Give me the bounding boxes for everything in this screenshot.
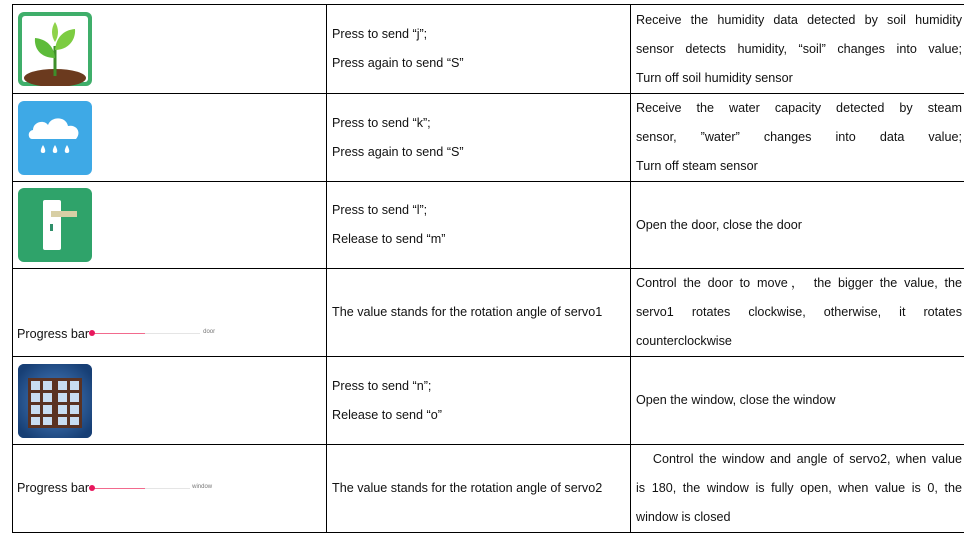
table-row-soil <box>13 5 964 94</box>
description-line: sensor detects humidity, “soil” changes into value; <box>636 41 962 56</box>
progress-cell <box>13 445 327 533</box>
progress-bar-label: Progress bar <box>17 481 90 495</box>
icon-cell <box>13 357 327 445</box>
action-line: Press to send “l”; <box>332 203 428 217</box>
door-handle-icon[interactable] <box>18 188 92 262</box>
slider-fill <box>90 488 145 489</box>
icon-wrap <box>13 188 326 262</box>
progress-bar-label: Progress bar <box>17 326 90 341</box>
description-line: counterclockwise <box>636 334 732 348</box>
slider-thumb[interactable] <box>89 485 95 491</box>
action-line: Release to send “m” <box>332 232 446 246</box>
icon-wrap <box>13 364 326 438</box>
action-line: Press to send “k”; <box>332 115 431 130</box>
description-line: window is closed <box>636 510 731 524</box>
table-row-door <box>13 182 964 269</box>
door-slider[interactable] <box>90 329 216 339</box>
icon-wrap <box>13 12 326 86</box>
plant-sprout-icon[interactable] <box>18 12 92 86</box>
document-table <box>12 4 964 533</box>
description-cell <box>631 94 964 182</box>
table-row-window <box>13 357 964 445</box>
description-line: Control the window and angle of servo2, when value <box>636 452 962 466</box>
table-row-door-slider <box>13 269 964 357</box>
action-cell <box>327 182 631 269</box>
progress-row <box>13 312 326 356</box>
window-slider[interactable] <box>90 483 213 494</box>
progress-row <box>13 474 326 503</box>
description-cell <box>631 5 964 94</box>
description-line: is 180, the window is fully open, when value is 0, the <box>636 481 962 495</box>
description-cell <box>631 445 964 533</box>
action-line: Press again to send “S” <box>332 144 464 159</box>
table-row-window-slider <box>13 445 964 533</box>
description-line: Receive the water capacity detected by steam <box>636 101 962 115</box>
description-cell <box>631 182 964 269</box>
window-icon[interactable] <box>18 364 92 438</box>
icon-cell <box>13 94 327 182</box>
action-cell <box>327 5 631 94</box>
icon-cell <box>13 5 327 94</box>
description-line: Turn off soil humidity sensor <box>636 70 793 85</box>
icon-cell <box>13 182 327 269</box>
action-cell <box>327 445 631 533</box>
description-line: Receive the humidity data detected by soil humidity <box>636 12 962 27</box>
slider-tag: window <box>192 483 213 490</box>
action-line: The value stands for the rotation angle of servo2 <box>332 481 603 495</box>
action-cell <box>327 357 631 445</box>
description-line: Open the window, close the window <box>636 393 836 407</box>
action-line: Release to send “o” <box>332 407 442 422</box>
description-cell <box>631 357 964 445</box>
description-line: servo1 rotates clockwise, otherwise, it rotates <box>636 305 962 319</box>
rain-cloud-icon[interactable] <box>18 101 92 175</box>
action-cell <box>327 269 631 357</box>
table-row-water <box>13 94 964 182</box>
action-line: Press again to send “S” <box>332 56 464 70</box>
description-line: sensor, ”water” changes into data value; <box>636 130 962 144</box>
progress-cell <box>13 269 327 357</box>
icon-wrap <box>13 101 326 175</box>
description-line: Open the door, close the door <box>636 217 802 232</box>
action-line: Press to send “n”; <box>332 378 432 393</box>
action-line: The value stands for the rotation angle of servo1 <box>332 305 603 319</box>
slider-thumb[interactable] <box>89 330 95 336</box>
description-line: Control the door to move， the bigger the value, the <box>636 276 962 290</box>
slider-tag: door <box>203 329 216 335</box>
description-cell <box>631 269 964 357</box>
description-line: Turn off steam sensor <box>636 159 758 173</box>
slider-fill <box>90 333 145 334</box>
action-cell <box>327 94 631 182</box>
action-line: Press to send “j”; <box>332 27 428 41</box>
